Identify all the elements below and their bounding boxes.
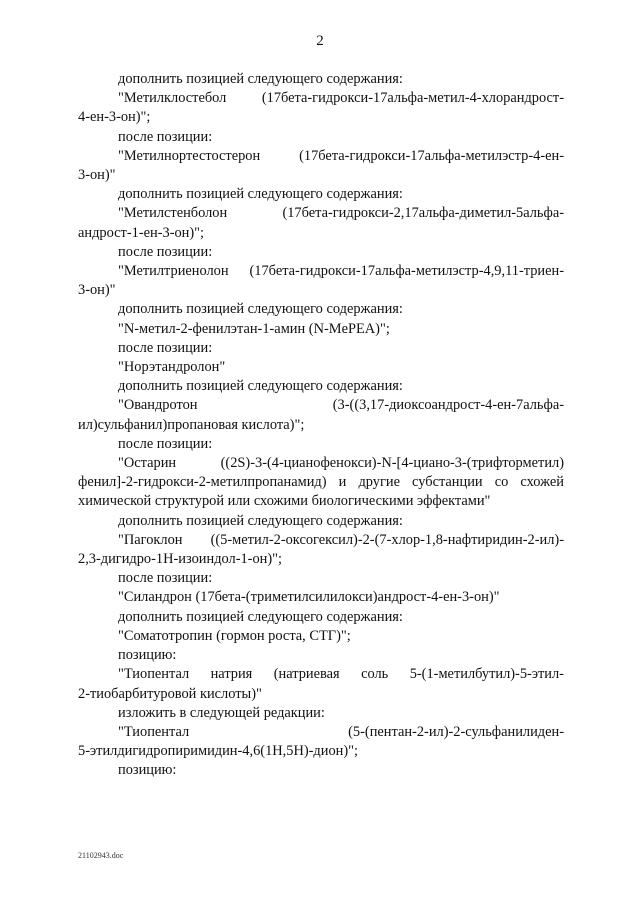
footer-filename: 21102943.doc — [78, 851, 124, 860]
document-body — [78, 70, 564, 781]
page-number: 2 — [316, 33, 324, 49]
text-line: "N-метил-2-фенилэтан-1-амин (N-MePEA)"; — [118, 320, 390, 337]
text-line: позицию: — [118, 647, 177, 664]
text-line: химической структурой или схожими биологическими эффектами" — [78, 493, 491, 510]
text-line: "Норэтандролон" — [118, 359, 226, 376]
text-line: "Соматотропин (гормон роста, СТГ)"; — [118, 627, 351, 644]
text-word: со — [494, 474, 509, 491]
text-word: соль — [361, 666, 389, 683]
text-line — [78, 147, 564, 166]
text-line — [78, 723, 564, 742]
text-word: схожей — [520, 474, 564, 491]
text-word: (5-(пентан-2-ил)-2-сульфанилиден- — [348, 723, 564, 740]
text-line — [78, 89, 564, 108]
text-line: после позиции: — [118, 570, 213, 587]
text-word: "Тиопентал — [118, 666, 190, 683]
text-word: другие — [358, 474, 400, 491]
text-word: (17бета-гидрокси-17альфа-метилэстр-4,9,11-триен- — [249, 263, 564, 280]
text-line: после позиции: — [118, 128, 213, 145]
text-word: "Пагоклон — [118, 531, 183, 548]
text-line: 2-тиобарбитуровой кислоты)" — [78, 685, 262, 702]
text-line: 5-этилдигидропиримидин-4,6(1Н,5Н)-дион)"; — [78, 743, 359, 760]
text-word: и — [338, 474, 347, 491]
text-line — [78, 262, 564, 281]
text-line: дополнить позицией следующего содержания: — [118, 301, 403, 318]
text-line — [78, 204, 564, 223]
text-word: "Остарин — [118, 455, 177, 472]
text-line: после позиции: — [118, 435, 213, 452]
text-word: субстанции — [412, 474, 483, 491]
text-line — [78, 665, 564, 684]
text-line: дополнить позицией следующего содержания: — [118, 378, 403, 395]
text-line — [78, 396, 564, 415]
text-line: 2,3-дигидро-1Н-изоиндол-1-он)"; — [78, 551, 283, 568]
text-line: дополнить позицией следующего содержания: — [118, 608, 403, 625]
text-line: 4-ен-3-он)"; — [78, 109, 151, 126]
text-word: 5-(1-метилбутил)-5-этил- — [409, 666, 564, 683]
text-line: после позиции: — [118, 243, 213, 260]
text-line: 3-он)" — [78, 282, 116, 299]
text-word: "Метилнортестостерон — [118, 147, 261, 164]
text-line: после позиции: — [118, 339, 213, 356]
text-word: (17бета-гидрокси-17альфа-метилэстр-4-ен- — [299, 147, 564, 164]
text-word: ((5-метил-2-оксогексил)-2-(7-хлор-1,8-нафтиридин-2-ил)- — [210, 531, 564, 548]
text-line: дополнить позицией следующего содержания: — [118, 186, 403, 203]
text-line: 3-он)" — [78, 167, 116, 184]
text-word: "Метилстенболон — [118, 205, 228, 222]
text-word: ((2S)-3-(4-цианофенокси)-N-[4-циано-3-(трифторметил) — [220, 455, 564, 472]
text-line: "Силандрон (17бета-(триметилсилилокси)андрост-4-ен-3-он)" — [118, 589, 500, 606]
text-word: натрия — [210, 666, 253, 683]
text-word: "Тиопентал — [118, 723, 190, 740]
text-line: андрост-1-ен-3-он)"; — [78, 224, 205, 241]
text-line: позицию: — [118, 762, 177, 779]
text-line: ил)сульфанил)пропановая кислота)"; — [78, 416, 305, 433]
text-line — [78, 454, 564, 473]
text-word: "Овандротон — [118, 397, 198, 414]
text-line: дополнить позицией следующего содержания: — [118, 71, 403, 87]
text-line: дополнить позицией следующего содержания: — [118, 512, 403, 529]
text-word: (натриевая — [273, 666, 340, 683]
text-word: (17бета-гидрокси-17альфа-метил-4-хлорандрост- — [261, 90, 564, 107]
text-word: (17бета-гидрокси-2,17альфа-диметил-5альфа- — [282, 205, 564, 222]
text-word: "Метилклостебол — [118, 90, 227, 107]
text-line: изложить в следующей редакции: — [118, 704, 325, 721]
text-word: фенил]-2-гидрокси-2-метилпропанамид) — [78, 474, 327, 491]
text-line — [78, 531, 564, 550]
text-line — [78, 473, 564, 492]
text-word: "Метилтриенолон — [118, 263, 229, 280]
text-word: (3-((3,17-диоксоандрост-4-ен-7альфа- — [332, 397, 564, 414]
